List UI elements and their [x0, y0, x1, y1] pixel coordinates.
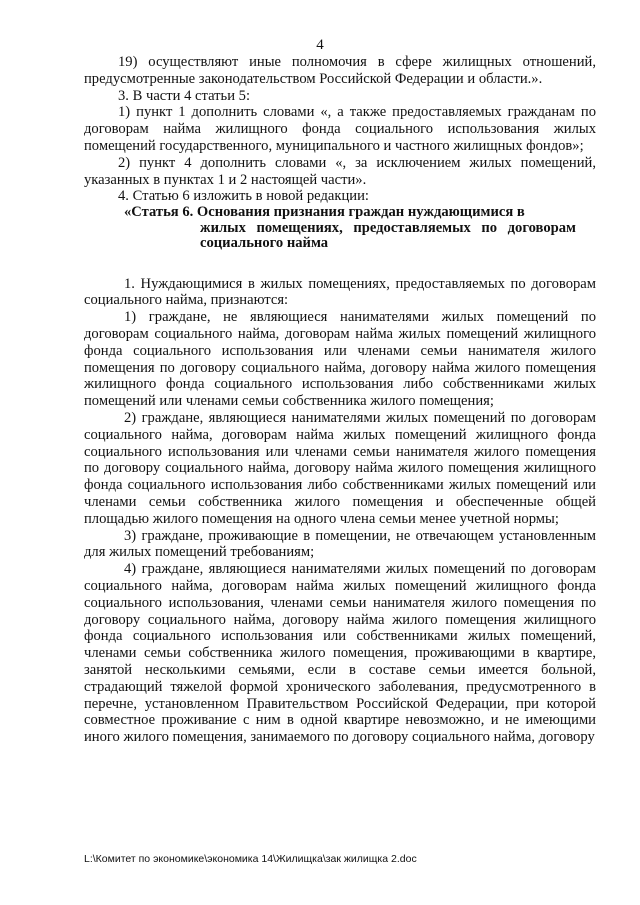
paragraph-part-3-item-1: 1) пункт 1 дополнить словами «, а также предоставляемых гражданам по договорам найма жилищного фонда социального использования жилых помещений государственного, муниципального и частного жилищных фондов»; [84, 104, 596, 154]
paragraph-subitem-4: 4) граждане, являющиеся нанимателями жилых помещений по договорам социального найма, договорам найма жилых помещений жилищного фонда социального использования, членами семьи нанимателя жилого помещения по договору социального найма, договору найма жилого помещения жилищного фонда социального использования или собственниками жилых помещений, членами семьи собственника жилого помещения, проживающими в квартире, занятой несколькими семьями, если в составе семьи имеется больной, страдающий тяжелой формой хронического заболевания, предусмотренного в перечне, установленном Правительством Российской Федерации, при которой совместное проживание с ним в одной квартире невозможно, и не имеющими иного жилого помещения, занимаемого по договору социального найма, договору [84, 561, 596, 746]
paragraph-item-19: 19) осуществляют иные полномочия в сфере жилищных отношений, предусмотренные законодательством Российской Федерации и области.». [84, 54, 596, 87]
paragraph-article-item-1: 1. Нуждающимися в жилых помещениях, предоставляемых по договорам социального найма, признаются: [84, 275, 596, 309]
article-heading-line1: «Статья 6. Основания признания граждан нуждающимися в [124, 204, 525, 221]
paragraph-subitem-2: 2) граждане, являющиеся нанимателями жилых помещений по договорам социального найма, договорам найма жилых помещений жилищного фонда социального использования или членами семьи нанимателя жилого помещения по договору социального найма, договору найма жилого помещения жилищного фонда социального использования либо собственниками жилых помещений или членами семьи собственника жилого помещения и обеспеченные общей площадью жилого помещения на одного члена семьи менее учетной нормы; [84, 410, 596, 527]
paragraph-subitem-3: 3) граждане, проживающие в помещении, не отвечающем установленным для жилых помещений требованиям; [84, 527, 596, 561]
paragraph-subitem-1: 1) граждане, не являющиеся нанимателями жилых помещений по договорам социального найма, договорам найма жилых помещений жилищного фонда социального использования или членами семьи нанимателя жилого помещения по договору социального найма, договору найма жилого помещения жилищного фонда социального использования либо собственниками жилых помещений или членами семьи собственника жилого помещения; [84, 309, 596, 410]
file-path-footer: L:\Комитет по экономике\экономика 14\Жилищка\зак жилищка 2.doc [84, 853, 417, 865]
article-heading [84, 205, 596, 252]
paragraph-part-4: 4. Статью 6 изложить в новой редакции: [118, 188, 369, 205]
paragraph-part-3: 3. В части 4 статьи 5: [118, 87, 251, 104]
article-heading-rest: жилых помещениях, предоставляемых по договорам социального найма [200, 219, 576, 252]
page-number: 4 [316, 37, 324, 53]
paragraph-part-3-item-2: 2) пункт 4 дополнить словами «, за исключением жилых помещений, указанных в пунктах 1 и 2 настоящей части». [84, 154, 596, 188]
document-body [84, 54, 596, 746]
